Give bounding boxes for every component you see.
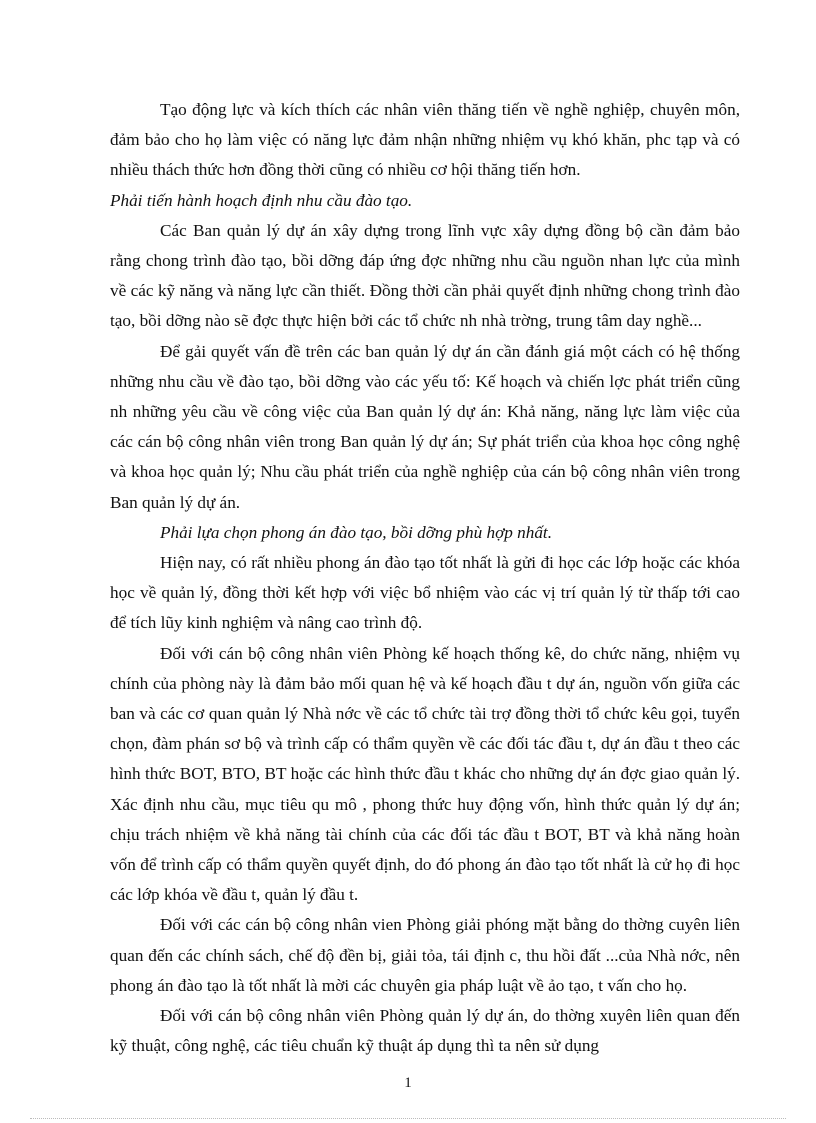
paragraph: Đối với cán bộ công nhân viên Phòng quản lý dự án, do thờng xuyên liên quan đến kỹ thuật, công nghệ, các tiêu chuẩn kỹ thuật áp dụng thì ta nên sử dụng — [110, 1006, 740, 1056]
section-heading: Phải tiến hành hoạch định nhu cầu đào tạo. — [110, 190, 413, 210]
footer-divider — [30, 1118, 786, 1119]
page-number: 1 — [404, 1075, 412, 1091]
document-body — [110, 95, 740, 1062]
paragraph: Hiện nay, có rất nhiều phong án đào tạo tốt nhất là gửi đi học các lớp hoặc các khóa học về quản lý, đồng thời kết hợp với việc bổ nhiệm vào các vị trí quản lý từ thấp tới cao để tích lũy kinh nghiệm và nâng cao trình độ. — [110, 553, 740, 633]
paragraph: Đối với cán bộ công nhân viên Phòng kế hoạch thống kê, do chức năng, nhiệm vụ chính của phòng này là đảm bảo mối quan hệ và kế hoạch đầu t dự án, nguồn vốn giữa các ban và các cơ quan quản lý Nhà nớc về các tổ chức tài trợ đồng thời tổ chức kêu gọi, tuyển chọn, đàm phán sơ bộ và trình cấp có thẩm quyền về các đối tác đầu t, dự án đầu t theo các hình thức BOT, BTO, BT hoặc các hình thức đầu t khác cho những dự án đợc giao quản lý. Xác định nhu cầu, mục tiêu qu mô , phong thức huy động vốn, hình thức quản lý dự án; chịu trách nhiệm về khả năng tài chính của các đối tác đầu t BOT, BT và khả năng hoàn vốn để trình cấp có thẩm quyền quyết định, do đó phong án đào tạo tốt nhất là cử họ đi học các lớp khóa về đầu t, quản lý đầu t. — [110, 643, 740, 905]
paragraph: Tạo động lực và kích thích các nhân viên thăng tiến về nghề nghiệp, chuyên môn, đảm bảo cho họ làm việc có năng lực đảm nhận những nhiệm vụ khó khăn, phc tạp và có nhiều thách thức hơn đồng thời cũng có nhiều cơ hội thăng tiến hơn. — [110, 100, 740, 180]
paragraph: Để gải quyết vấn đề trên các ban quản lý dự án cần đánh giá một cách có hệ thống những nhu cầu về đào tạo, bồi dỡng vào các yếu tố: Kế hoạch và chiến lợc phát triển cũng nh những yêu cầu về công việc của Ban quản lý dự án: Khả năng, năng lực làm việc của các cán bộ công nhân viên trong Ban quản lý dự án; Sự phát triển của khoa học công nghệ và khoa học quản lý; Nhu cầu phát triển của nghề nghiệp của cán bộ công nhân viên trong Ban quản lý dự án. — [110, 341, 740, 512]
section-heading: Phải lựa chọn phong án đào tạo, bồi dỡng phù hợp nhất. — [160, 522, 552, 542]
paragraph: Các Ban quản lý dự án xây dựng trong lĩnh vực xây dựng đồng bộ cần đảm bảo rằng chong trình đào tạo, bồi dỡng đáp ứng đợc những nhu cầu nguồn nhan lực của mình về các kỹ năng và năng lực cần thiết. Đồng thời cần phải quyết định những chong trình đào tạo, bồi dỡng nào sẽ đợc thực hiện bởi các tổ chức nh nhà trờng, trung tâm day nghề... — [110, 220, 740, 331]
paragraph: Đối với các cán bộ công nhân vien Phòng giải phóng mặt bằng do thờng cuyên liên quan đến các chính sách, chế độ đền bị, giải tỏa, tái định c, thu hồi đất ...của Nhà nớc, nên phong án đào tạo là tốt nhất là mời các chuyên gia pháp luật về ảo tạo, t vấn cho họ. — [110, 915, 740, 995]
